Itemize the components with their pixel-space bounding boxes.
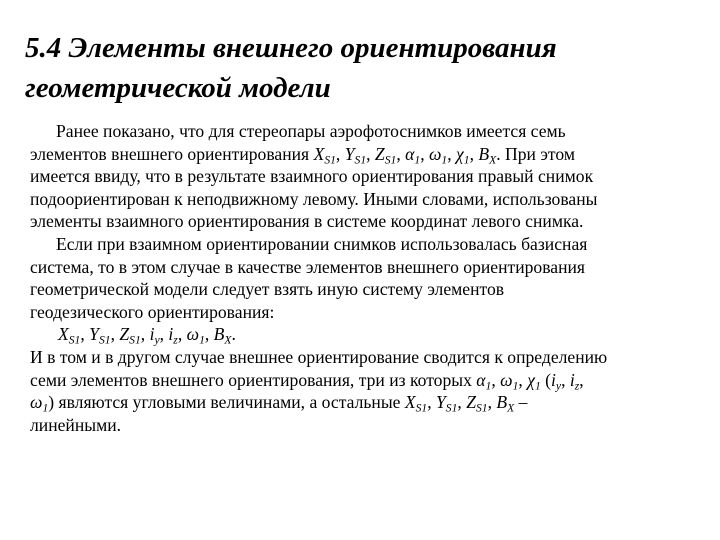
subscript — [129, 334, 141, 347]
subscript-text: S1 — [68, 333, 81, 347]
separator: , — [80, 324, 90, 345]
symbol-i: i — [149, 324, 155, 345]
subscript-text: z — [173, 333, 178, 347]
subscript-text: S1 — [415, 401, 428, 415]
text-run: . При этом — [496, 143, 575, 164]
separator: , — [487, 392, 497, 413]
symbol-alpha: α — [405, 143, 415, 164]
text-line-13 — [30, 391, 695, 414]
symbol-y: Y — [344, 143, 355, 164]
separator: , — [177, 324, 187, 345]
separator: , — [420, 143, 429, 164]
symbol-y: Y — [436, 392, 446, 413]
subscript-text: S1 — [129, 333, 141, 347]
subscript — [385, 153, 397, 166]
symbol-omega: ω — [500, 369, 513, 390]
formula-line — [30, 323, 695, 346]
text-line-5: элементы взаимного ориентирования в системе координат левого снимка. — [30, 211, 584, 232]
subscript-text: 1 — [463, 152, 470, 166]
text-line-14: линейными. — [30, 414, 122, 435]
symbol-b: B — [478, 143, 490, 164]
subscript — [446, 401, 458, 414]
subscript-text: 1 — [534, 378, 541, 392]
symbol-z: Z — [466, 392, 476, 413]
symbol-omega: ω — [428, 143, 442, 164]
symbol-x: X — [58, 324, 69, 345]
symbol-i: i — [551, 369, 556, 390]
subscript-text: S1 — [445, 401, 458, 415]
subscript-text: 1 — [414, 152, 421, 166]
text-run: . — [231, 324, 236, 345]
symbol-omega: ω — [30, 392, 43, 413]
text-run: семи элементов внешнего ориентирования, три из которых — [30, 369, 477, 390]
symbol-z: Z — [119, 324, 130, 345]
separator: , — [457, 392, 467, 413]
slide-title — [25, 28, 705, 108]
separator: , — [579, 369, 584, 390]
symbol-x: X — [404, 392, 416, 413]
subscript-text: 1 — [199, 333, 205, 347]
text-line-6: Если при взаимном ориентировании снимков использовалась базисная — [56, 233, 588, 254]
text-line-1: Ранее показано, что для стереопары аэрофотоснимков имеется семь — [56, 121, 566, 141]
subscript-text: S1 — [98, 333, 111, 347]
separator: , — [447, 143, 457, 164]
subscript-text: X — [224, 333, 232, 347]
subscript-text: 1 — [512, 378, 519, 392]
text-line-12 — [30, 369, 695, 392]
title-line-1: 5.4 Элементы внешнего ориентирования — [25, 32, 557, 64]
text-line-2 — [30, 143, 695, 166]
symbol-z: Z — [374, 143, 385, 164]
text-run: ( — [540, 369, 552, 390]
separator: , — [204, 324, 214, 345]
subscript-text: S1 — [324, 152, 336, 166]
symbol-omega: ω — [186, 324, 200, 345]
title-line-2: геометрической модели — [25, 72, 331, 104]
subscript-text: S1 — [354, 152, 367, 166]
text-run: ) являются угловыми величинами, а остальные — [48, 392, 405, 413]
symbol-chi: χ — [456, 143, 464, 164]
separator: , — [561, 369, 570, 390]
subscript — [69, 334, 81, 347]
symbol-i: i — [569, 369, 575, 390]
subscript — [355, 153, 367, 166]
subscript — [99, 334, 111, 347]
subscript-text: X — [507, 401, 515, 415]
subscript-text: y — [154, 333, 160, 347]
subscript-text: X — [489, 152, 497, 166]
text-line-4: подоориентирован к неподвижному левому. Иными словами, использованы — [30, 188, 598, 209]
separator: , — [518, 369, 528, 390]
subscript — [224, 334, 231, 347]
symbol-b: B — [213, 324, 225, 345]
symbol-y: Y — [89, 324, 99, 345]
separator: , — [491, 369, 501, 390]
text-line-7: система, то в этом случае в качестве элементов внешнего ориентирования — [30, 256, 586, 277]
text-line-9: геодезического ориентирования: — [30, 301, 275, 322]
subscript — [324, 153, 336, 166]
separator: , — [469, 143, 479, 164]
separator: , — [335, 143, 345, 164]
text-run: – — [514, 392, 528, 413]
separator: , — [110, 324, 120, 345]
separator: , — [140, 324, 150, 345]
body-text — [30, 120, 695, 436]
separator: , — [396, 143, 406, 164]
subscript-text: 1 — [485, 378, 492, 392]
subscript-text: z — [574, 378, 580, 392]
subscript-text: y — [555, 378, 562, 392]
subscript — [416, 401, 428, 414]
symbol-x: X — [313, 143, 325, 164]
subscript — [476, 401, 488, 414]
text-line-3: имеется ввиду, что в результате взаимного ориентирования правый снимок — [30, 166, 594, 187]
symbol-i: i — [168, 324, 174, 345]
separator: , — [427, 392, 436, 413]
symbol-alpha: α — [476, 369, 486, 390]
separator: , — [159, 324, 169, 345]
subscript-text: S1 — [476, 401, 488, 415]
symbol-chi: χ — [527, 369, 535, 390]
text-run: элементов внешнего ориентирования — [30, 143, 314, 164]
subscript-text: S1 — [384, 152, 397, 166]
subscript-text: 1 — [42, 401, 49, 415]
text-line-11: И в том и в другом случае внешнее ориентирование сводится к определению — [30, 346, 608, 367]
text-line-8: геометрической модели следует взять иную систему элементов — [30, 279, 505, 300]
symbol-b: B — [496, 392, 508, 413]
subscript-text: 1 — [441, 152, 448, 166]
separator: , — [366, 143, 375, 164]
